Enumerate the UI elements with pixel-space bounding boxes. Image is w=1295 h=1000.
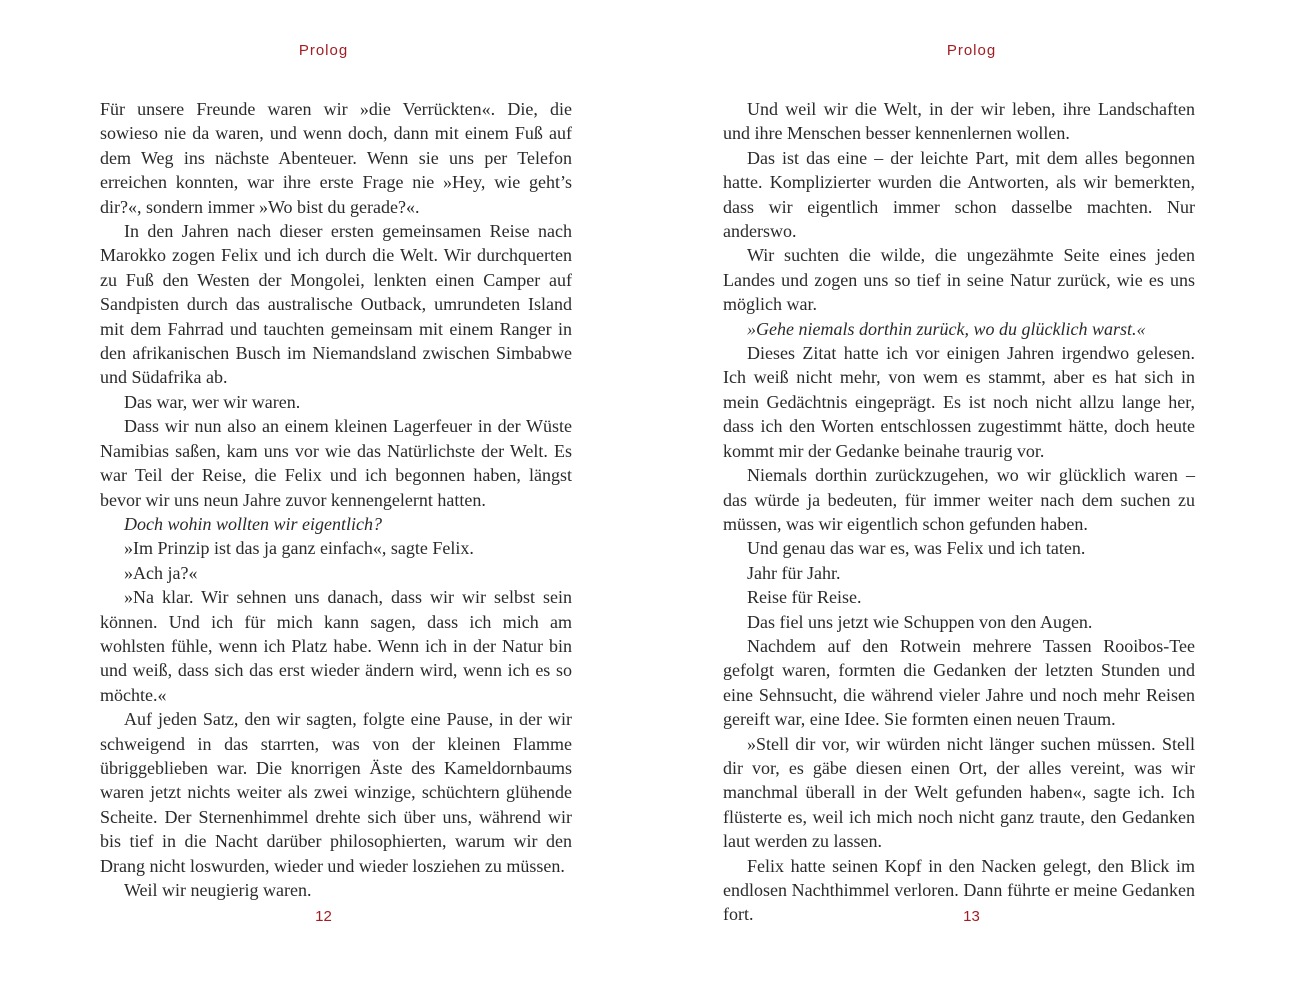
paragraph: Weil wir neugierig waren.: [124, 880, 312, 900]
paragraph: Dass wir nun also an einem kleinen Lagerfeuer in der Wüste Namibias saßen, kam uns vor wie das Natürlichste der Welt. Es war Teil der Reise, die Felix und ich begonnen haben, längst bevor wir uns neun Jahre zuvor kennengelernt hatten.: [100, 416, 572, 510]
paragraph: Wir suchten die wilde, die ungezähmte Seite eines jeden Landes und zogen uns so tief in seine Natur zurück, wie es uns möglich war.: [723, 245, 1195, 315]
body-text: [723, 97, 1195, 927]
paragraph: »Na klar. Wir sehnen uns danach, dass wir wir selbst sein können. Und ich für mich kann sagen, dass ich mich am wohlsten fühle, wenn ich Platz habe. Wenn ich in der Natur bin und weiß, dass sich das erst wieder ändern wird, wenn ich es so möchte.«: [100, 587, 572, 705]
right-page: [648, 0, 1295, 1000]
paragraph: Felix hatte seinen Kopf in den Nacken gelegt, den Blick im endlosen Nachthimmel verloren. Dann führte er meine Gedanken fort.: [723, 855, 1195, 925]
paragraph-italic: »Gehe niemals dorthin zurück, wo du glücklich warst.«: [747, 318, 1146, 339]
paragraph: Das war, wer wir waren.: [124, 391, 301, 412]
paragraph: Dieses Zitat hatte ich vor einigen Jahren irgendwo gelesen. Ich weiß nicht mehr, von wem es stammt, aber es hat sich in mein Gedächtnis eingeprägt. Es ist noch nicht allzu lange her, dass ich den Worten entschlossen zugestimmt hätte, doch heute kommt mir der Gedanke beinahe traurig vor.: [723, 343, 1195, 461]
paragraph: Nachdem auf den Rotwein mehrere Tassen Rooibos-Tee gefolgt waren, formten die Gedanken der letzten Stunden und eine Sehnsucht, die während vieler Jahre und noch mehr Reisen gereift war, eine Idee. Sie formten einen neuen Traum.: [723, 635, 1195, 730]
paragraph: Das fiel uns jetzt wie Schuppen von den Augen.: [747, 611, 1093, 632]
body-text: [100, 97, 572, 902]
paragraph: Reise für Reise.: [747, 587, 862, 608]
paragraph: Für unsere Freunde waren wir »die Verrückten«. Die, die sowieso nie da waren, und wenn doch, dann mit einem Fuß auf dem Weg ins nächste Abenteuer. Wenn sie uns per Telefon erreichen konnten, war ihre erste Frage nie »Hey, wie geht’s dir?«, sondern immer »Wo bist du gerade?«.: [100, 99, 572, 217]
paragraph: »Im Prinzip ist das ja ganz einfach«, sagte Felix.: [124, 538, 474, 559]
paragraph: Und weil wir die Welt, in der wir leben, ihre Landschaften und ihre Menschen besser kennenlernen wollen.: [723, 99, 1195, 144]
paragraph: Das ist das eine – der leichte Part, mit dem alles begonnen hatte. Komplizierter wurden die Antworten, als wir bemerkten, dass wir eigentlich immer schon dasselbe machten. Nur anderswo.: [723, 147, 1195, 242]
paragraph-italic: Doch wohin wollten wir eigentlich?: [124, 513, 382, 534]
paragraph: Und genau das war es, was Felix und ich taten.: [747, 538, 1086, 559]
page-number: 13: [963, 908, 980, 925]
running-head: Prolog: [946, 42, 997, 59]
running-head: Prolog: [298, 42, 349, 59]
paragraph: Auf jeden Satz, den wir sagten, folgte eine Pause, in der wir schweigend in das starrten, was von der kleinen Flamme übriggeblieben war. Die knorrigen Äste des Kameldornbaums waren jetzt nichts weiter als zwei winzige, schüchtern glühende Scheite. Der Sternenhimmel drehte sich über uns, während wir bis tief in die Nacht darüber philosophierten, warum wir den Drang nicht loswurden, wieder und wieder losziehen zu müssen.: [100, 709, 572, 876]
paragraph: »Ach ja?«: [124, 562, 198, 583]
page-number: 12: [315, 908, 332, 925]
paragraph: In den Jahren nach dieser ersten gemeinsamen Reise nach Marokko zogen Felix und ich durch die Welt. Wir durchquerten zu Fuß den Westen der Mongolei, lenkten einen Camper auf Sandpisten durch das australische Outback, umrundeten Island mit dem Fahrrad und tauchten gemeinsam mit einem Ranger in den afrikanischen Busch im Niemandsland zwischen Simbabwe und Südafrika ab.: [100, 221, 572, 388]
paragraph: Jahr für Jahr.: [747, 562, 841, 583]
paragraph: »Stell dir vor, wir würden nicht länger suchen müssen. Stell dir vor, es gäbe diesen einen Ort, der alles vereint, was wir manchmal überall in der Welt gefunden haben«, sagte ich. Ich flüsterte es, weil ich mich noch nicht ganz traute, den Gedanken laut werden zu lassen.: [723, 733, 1195, 852]
left-page: [0, 0, 647, 1000]
paragraph: Niemals dorthin zurückzugehen, wo wir glücklich waren – das würde ja bedeuten, für immer weiter nach dem suchen zu müssen, was wir eigentlich schon gefunden haben.: [723, 465, 1195, 534]
